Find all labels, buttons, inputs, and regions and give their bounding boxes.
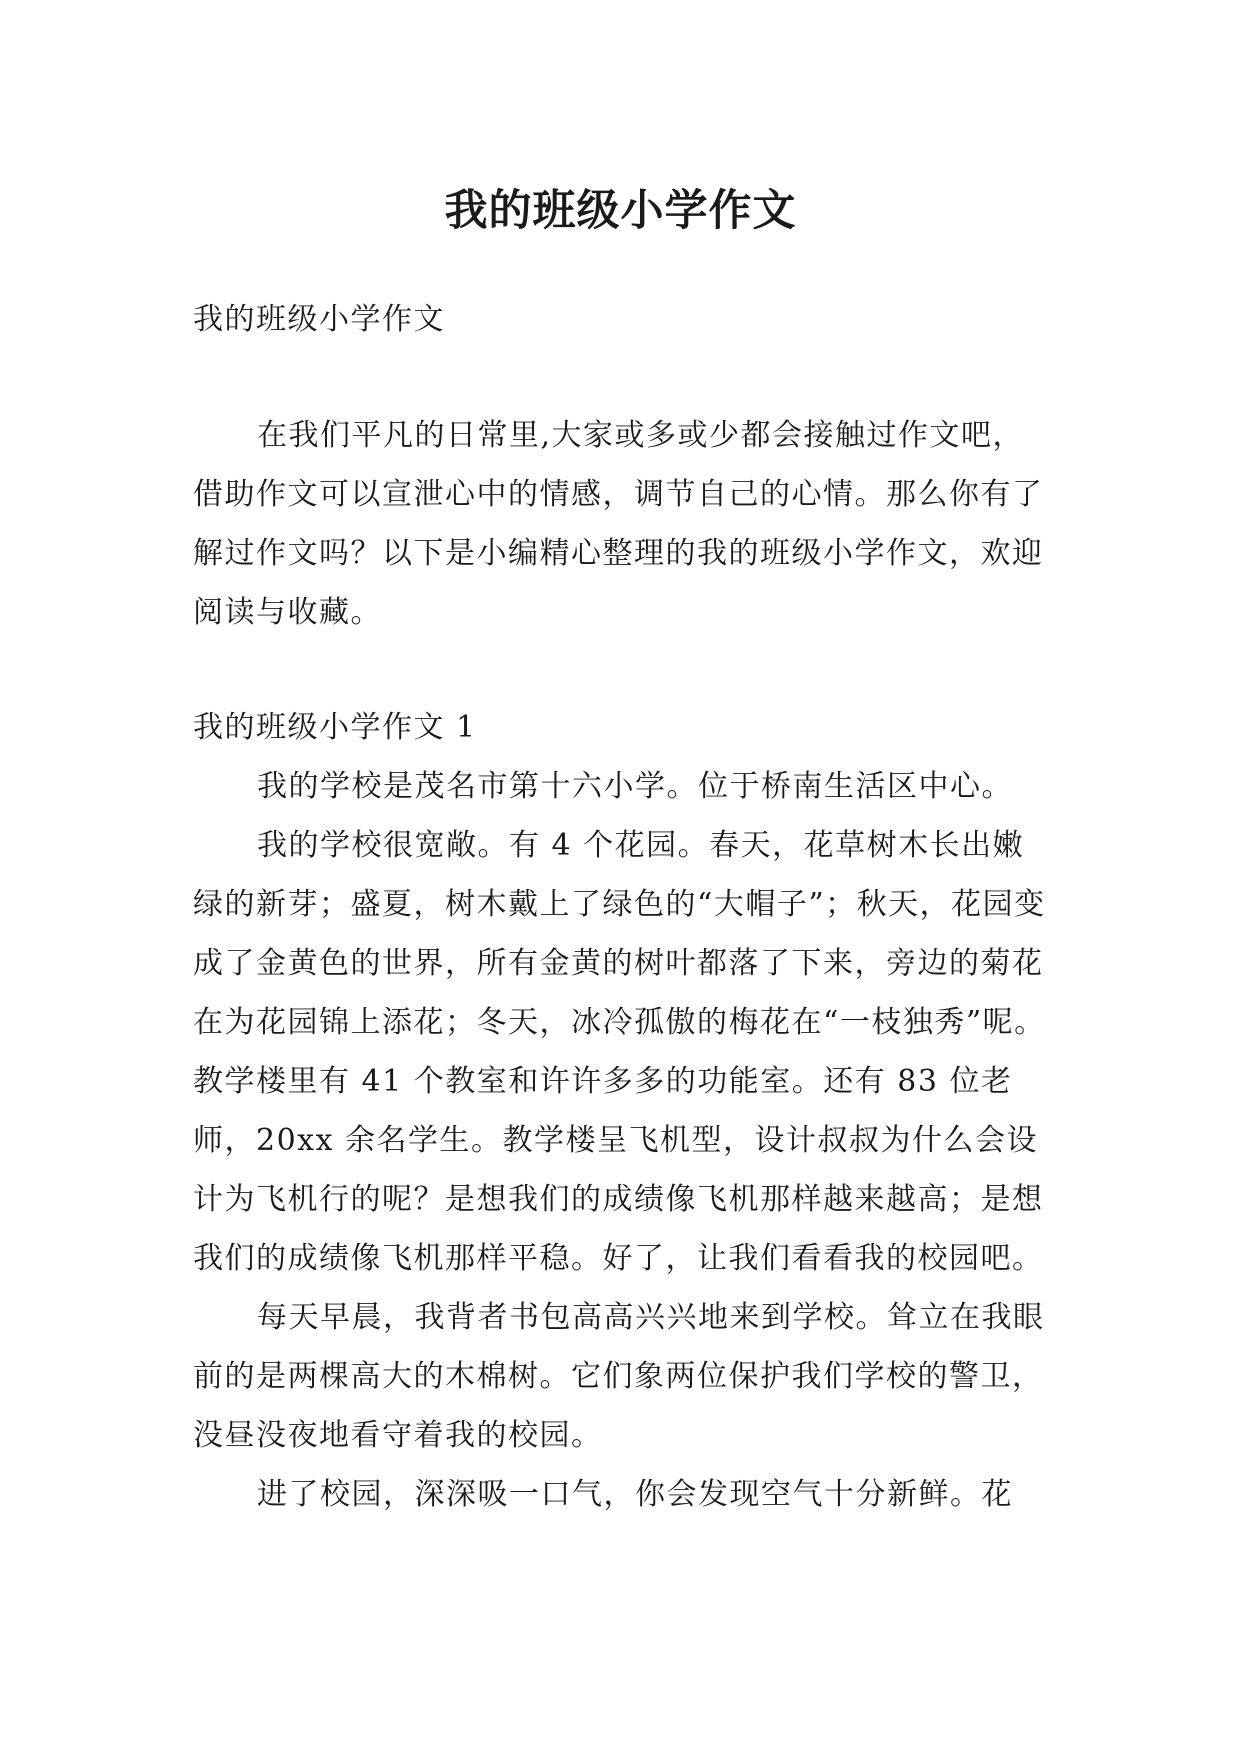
intro-paragraph: 在我们平凡的日常里,大家或多或少都会接触过作文吧，借助作文可以宣泄心中的情感，调节自己的心情。那么你有了解过作文吗？以下是小编精心整理的我的班级小学作文，欢迎阅读与收藏。 xyxy=(193,418,1044,630)
article-body xyxy=(193,757,1055,1524)
document-title: 我的班级小学作文 xyxy=(444,185,797,236)
article-paragraph: 进了校园，深深吸一口气，你会发现空气十分新鲜。花 xyxy=(257,1477,1013,1512)
section-heading: 我的班级小学作文 1 xyxy=(193,710,477,745)
article-paragraph: 我的学校是茂名市第十六小学。位于桥南生活区中心。 xyxy=(257,769,1013,804)
article-paragraph: 每天早晨，我背者书包高高兴兴地来到学校。耸立在我眼前的是两棵高大的木棉树。它们象两位保护我们学校的警卫，没昼没夜地看守着我的校园。 xyxy=(193,1300,1045,1453)
article-paragraph: 我的学校很宽敞。有 4 个花园。春天，花草树木长出嫩绿的新芽；盛夏，树木戴上了绿色的“大帽子”；秋天，花园变成了金黄色的世界，所有金黄的树叶都落了下来，旁边的菊花在为花园锦上添花；冬天，冰冷孤傲的梅花在“一枝独秀”呢。教学楼里有 41 个教室和许许多多的功能室。还有 83 位老师，20xx 余名学生。教学楼呈飞机型，设计叔叔为什么会设计为飞机行的呢？是想我们的成绩像飞机那样越来越高；是想我们的成绩像飞机那样平稳。好了，让我们看看我的校园吧。 xyxy=(193,828,1046,1276)
document-subtitle: 我的班级小学作文 xyxy=(193,302,445,337)
